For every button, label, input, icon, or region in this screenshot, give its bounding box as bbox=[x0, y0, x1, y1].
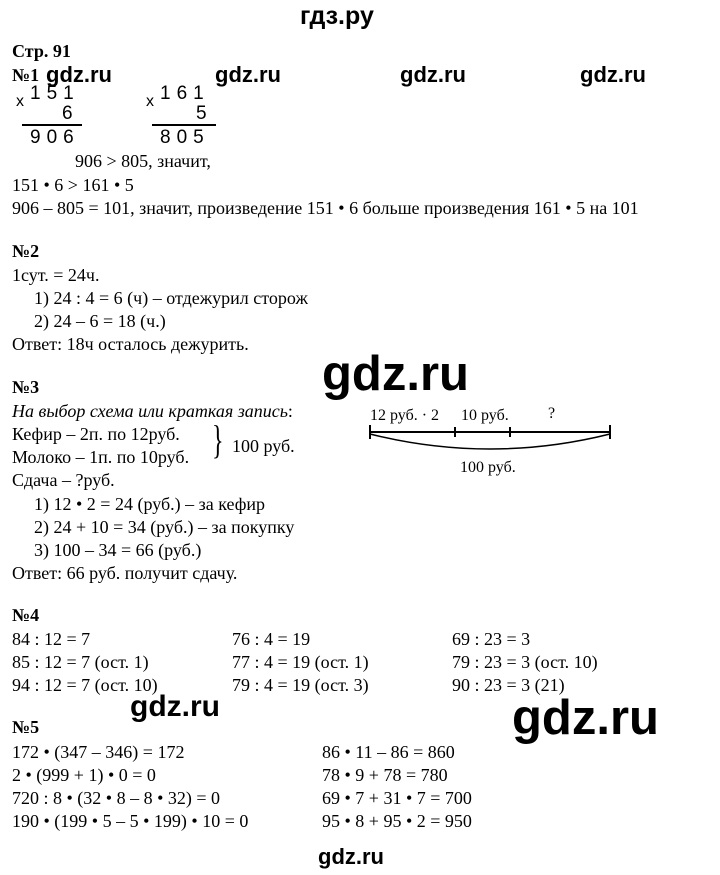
scheme-diagram bbox=[360, 420, 620, 460]
short-record-milk: Молоко – 1п. по 10руб. bbox=[12, 447, 190, 467]
text-line: Ответ: 18ч осталось дежурить. bbox=[12, 334, 249, 354]
solution-step: 3) 100 – 34 = 66 (руб.) bbox=[34, 540, 202, 560]
text-line: 1) 24 : 4 = 6 (ч) – отдежурил сторож bbox=[34, 288, 308, 308]
expression: 78 • 9 + 78 = 780 bbox=[322, 765, 448, 785]
total-sum: 100 руб. bbox=[232, 436, 295, 456]
solution-step: 1) 12 • 2 = 24 (руб.) – за кефир bbox=[34, 494, 266, 514]
table-cell: 79 : 23 = 3 (ост. 10) bbox=[452, 652, 598, 672]
table-cell: 94 : 12 = 7 (ост. 10) bbox=[12, 675, 158, 695]
table-cell: 90 : 23 = 3 (21) bbox=[452, 675, 565, 695]
multiplicand: 151 bbox=[30, 83, 80, 104]
expression: 95 • 8 + 95 • 2 = 950 bbox=[322, 811, 472, 831]
multiply-sign: x bbox=[146, 93, 154, 110]
total-arc bbox=[370, 434, 610, 449]
text-line: 906 – 805 = 101, значит, произведение 151 • 6 больше произведения 161 • 5 на 101 bbox=[12, 198, 639, 218]
expression: 172 • (347 – 346) = 172 bbox=[12, 742, 185, 762]
scheme-label-milk: 10 руб. bbox=[461, 407, 509, 424]
scheme-label-kefir: 12 руб. · 2 bbox=[370, 407, 440, 424]
watermark: gdz.ru bbox=[46, 62, 112, 87]
divider-line bbox=[22, 124, 82, 126]
solution-step: 2) 24 + 10 = 34 (руб.) – за покупку bbox=[34, 517, 295, 537]
watermark: gdz.ru bbox=[215, 62, 281, 87]
watermark: gdz.ru bbox=[400, 62, 466, 87]
text-line: 151 • 6 > 161 • 5 bbox=[12, 175, 134, 195]
task3-label: №3 bbox=[12, 377, 40, 397]
expression: 720 : 8 • (32 • 8 – 8 • 32) = 0 bbox=[12, 788, 221, 808]
task1-label: №1 bbox=[12, 65, 40, 85]
table-cell: 77 : 4 = 19 (ост. 1) bbox=[232, 652, 369, 672]
table-cell: 76 : 4 = 19 bbox=[232, 629, 311, 649]
expression: 190 • (199 • 5 – 5 • 199) • 10 = 0 bbox=[12, 811, 249, 831]
multiplier: 5 bbox=[196, 103, 213, 124]
expression: 69 • 7 + 31 • 7 = 700 bbox=[322, 788, 472, 808]
change-line: Сдача – ?руб. bbox=[12, 470, 115, 490]
watermark: gdz.ru bbox=[580, 62, 646, 87]
table-cell: 69 : 23 = 3 bbox=[452, 629, 531, 649]
answer-line: Ответ: 66 руб. получит сдачу. bbox=[12, 563, 238, 583]
table-cell: 85 : 12 = 7 (ост. 1) bbox=[12, 652, 149, 672]
multiply-sign: x bbox=[16, 93, 24, 110]
curly-brace-icon: } bbox=[212, 417, 224, 462]
product: 906 bbox=[30, 127, 80, 148]
task5-label: №5 bbox=[12, 717, 40, 737]
multiplicand: 161 bbox=[160, 83, 210, 104]
watermark: gdz.ru bbox=[512, 691, 659, 745]
watermark: gdz.ru bbox=[318, 844, 384, 869]
intro-text: На выбор схема или краткая запись bbox=[12, 401, 288, 421]
intro-colon: : bbox=[287, 401, 293, 421]
text-line: 906 > 805, значит, bbox=[75, 151, 211, 171]
task2-label: №2 bbox=[12, 241, 40, 261]
text-line: 1сут. = 24ч. bbox=[12, 265, 100, 285]
watermark: gdz.ru bbox=[130, 690, 220, 723]
short-record-kefir: Кефир – 2п. по 12руб. bbox=[12, 424, 180, 444]
page-label: Стр. 91 bbox=[12, 41, 71, 61]
expression: 86 • 11 – 86 = 860 bbox=[322, 742, 455, 762]
site-header: гдз.ру bbox=[300, 2, 374, 30]
text-line: 2) 24 – 6 = 18 (ч.) bbox=[34, 311, 166, 331]
task4-label: №4 bbox=[12, 605, 40, 625]
multiplier: 6 bbox=[62, 103, 79, 124]
watermark: gdz.ru bbox=[322, 347, 469, 401]
product: 805 bbox=[160, 127, 210, 148]
expression: 2 • (999 + 1) • 0 = 0 bbox=[12, 765, 156, 785]
scheme-total-label: 100 руб. bbox=[460, 459, 516, 476]
intro-line bbox=[12, 402, 293, 420]
table-cell: 79 : 4 = 19 (ост. 3) bbox=[232, 675, 369, 695]
divider-line bbox=[152, 124, 216, 126]
table-cell: 84 : 12 = 7 bbox=[12, 629, 91, 649]
scheme-label-unknown: ? bbox=[548, 405, 556, 422]
